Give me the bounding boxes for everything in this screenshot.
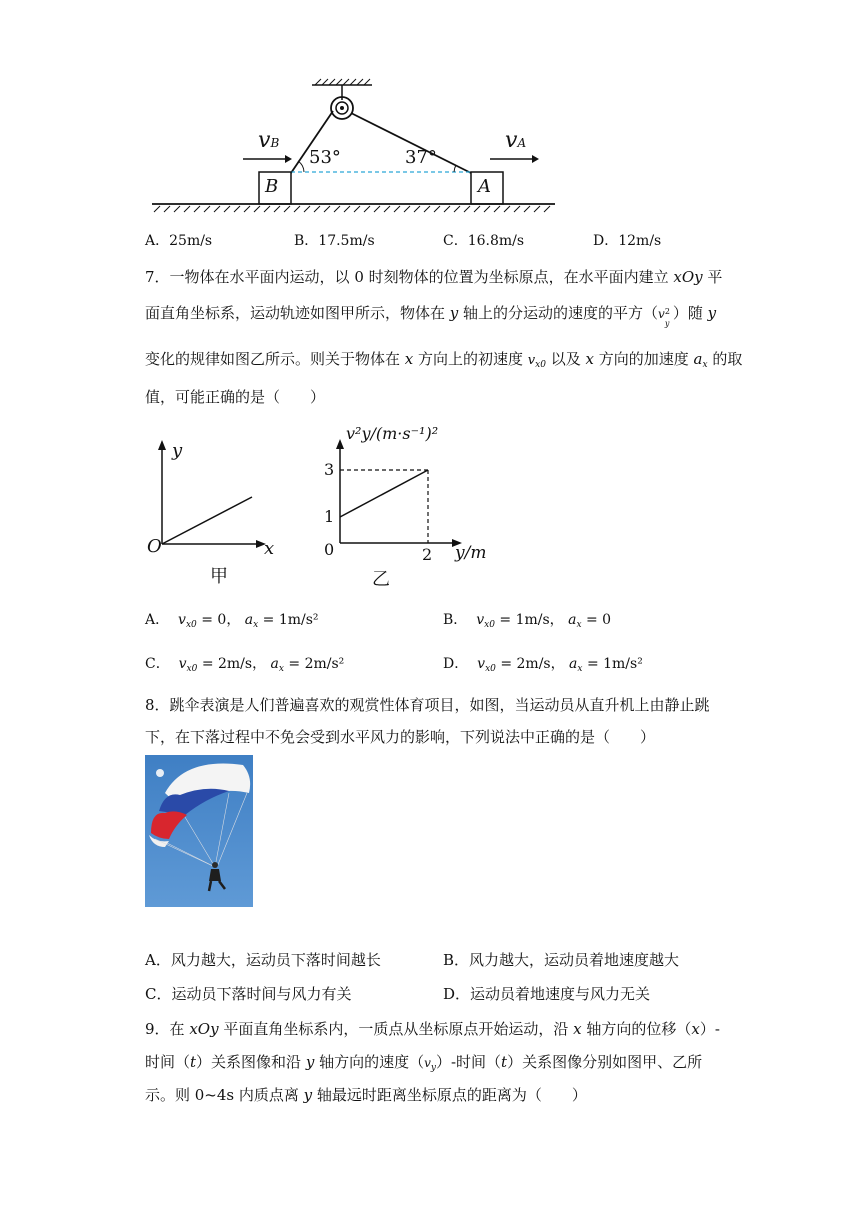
parachute-photo	[145, 755, 253, 907]
q7-stem-line4: 值，可能正确的是（ ）	[145, 388, 326, 406]
q7-option-d[interactable]: D． $v_{x0} = 2m/s$， $a_x = 1m/s^2$	[443, 656, 643, 674]
jia-origin-label: O	[147, 536, 162, 557]
jia-y-axis-label: y	[172, 440, 183, 461]
q6-option-b[interactable]: B．17.5m/s	[294, 233, 375, 249]
yi-tick-0: 0	[324, 540, 335, 559]
q7-stem-line2: 面直角坐标系，运动轨迹如图甲所示，物体在 y 轴上的分运动的速度的平方（v 2 y ）随 y	[145, 304, 717, 328]
q6-option-d[interactable]: D．12m/s	[593, 233, 662, 249]
yi-tick-1: 1	[324, 507, 335, 526]
vb-label: vB	[258, 128, 280, 153]
jia-x-axis-label: x	[264, 538, 275, 559]
q7-option-a[interactable]: A． $v_{x0} = 0$， $a_x = 1m/s^2$	[145, 612, 319, 630]
q6-option-a[interactable]: A．25m/s	[145, 233, 213, 249]
q8-stem-line1: 8．跳伞表演是人们普遍喜欢的观赏性体育项目，如图，当运动员从直升机上由静止跳	[145, 696, 710, 714]
yi-y-axis-label: v²y/(m·s⁻¹)²	[346, 424, 439, 443]
q7-option-c[interactable]: C． $v_{x0} = 2m/s$， $a_x = 2m/s^2$	[145, 656, 345, 674]
q8-option-b[interactable]: B．风力越大，运动员着地速度越大	[443, 951, 680, 969]
q9-stem-line2: 时间（t）关系图像和沿 y 轴方向的速度$(v_y)-$时间（t）关系图像分别如图甲、乙所	[145, 1053, 703, 1073]
yi-x-axis-label: y/m	[455, 543, 487, 563]
q7-stem-line3: 变化的规律如图乙所示。则关于物体在 x 方向上的初速度 $v_{x0}$ 以及 x 方向的加速度 $a_x$ 的取	[145, 350, 743, 370]
q7-option-b[interactable]: B． $v_{x0} = 1m/s$， $a_x = 0$	[443, 612, 612, 630]
q9-stem-line1: 9．在 xOy 平面直角坐标系内，一质点从坐标原点开始运动，沿 x 轴方向的位移（x）-	[145, 1020, 720, 1038]
yi-tick-2: 2	[422, 545, 433, 564]
q8-option-c[interactable]: C．运动员下落时间与风力有关	[145, 985, 352, 1003]
q8-stem-line2: 下，在下落过程中不免会受到水平风力的影响，下列说法中正确的是（ ）	[145, 728, 656, 746]
q8-option-a[interactable]: A．风力越大，运动员下落时间越长	[145, 951, 381, 969]
q9-stem-line3: 示。则 0~4s 内质点离 y 轴最远时距离坐标原点的距离为（ ）	[145, 1086, 587, 1104]
angle-a-label: 37°	[405, 147, 437, 168]
q6-option-c[interactable]: C．16.8m/s	[443, 233, 525, 249]
block-b-label: B	[265, 176, 279, 197]
va-label: vA	[505, 128, 527, 153]
q7-stem-line1: 7．一物体在水平面内运动，以 0 时刻物体的位置为坐标原点，在水平面内建立 xOy 平	[145, 268, 723, 286]
block-a-label: A	[478, 176, 491, 197]
yi-tick-3: 3	[324, 460, 335, 479]
yi-caption: 乙	[372, 569, 390, 590]
jia-caption: 甲	[210, 566, 228, 587]
q8-option-d[interactable]: D．运动员着地速度与风力无关	[443, 985, 651, 1003]
angle-b-label: 53°	[309, 147, 341, 168]
